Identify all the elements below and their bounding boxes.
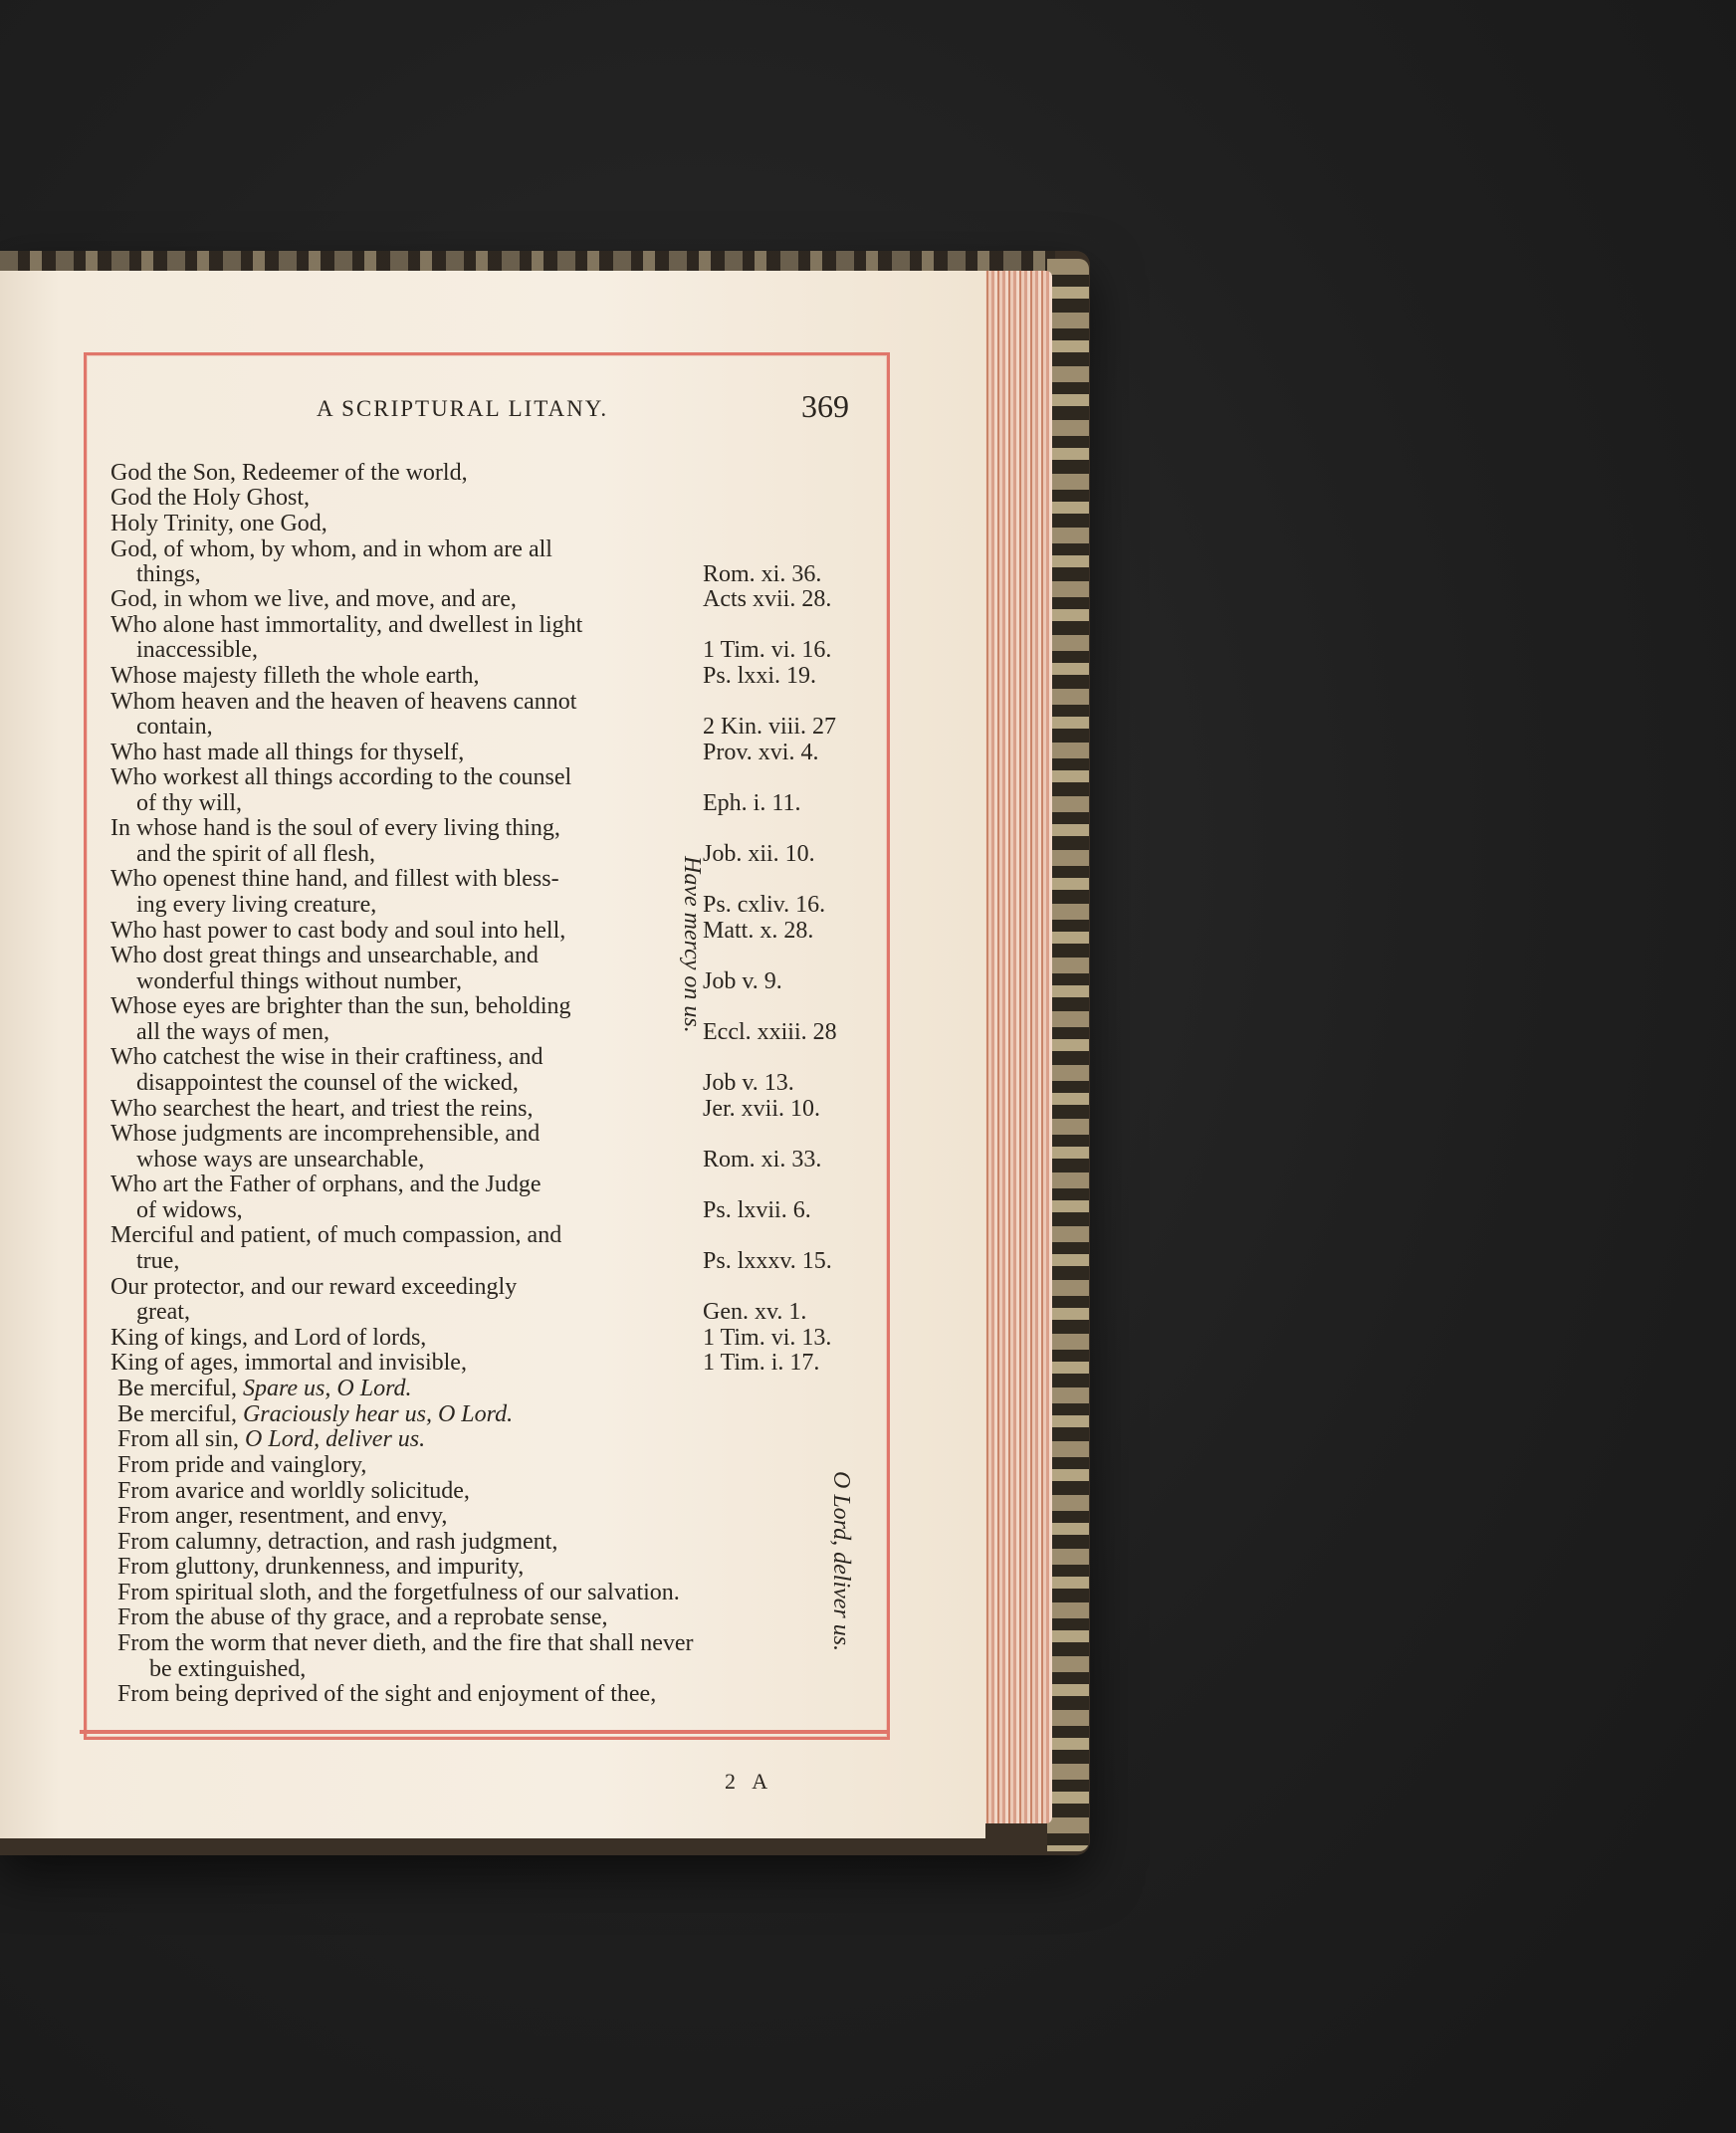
text-line: Holy Trinity, one God, [110, 511, 327, 536]
text-line: Who hast made all things for thyself, [110, 740, 465, 765]
text-line: true, [136, 1248, 180, 1274]
line-lead: Be merciful, [117, 1376, 243, 1401]
text-line: God the Son, Redeemer of the world, [110, 460, 468, 486]
text-line: great, [136, 1299, 190, 1325]
printer-signature-mark: 2 A [725, 1769, 774, 1794]
running-head: A SCRIPTURAL LITANY. [317, 396, 609, 421]
scripture-reference: Acts xvii. 28. [703, 586, 832, 612]
scripture-reference: Ps. cxliv. 16. [703, 892, 826, 918]
page-number: 369 [801, 388, 849, 424]
text-line: From the worm that never dieth, and the fire that shall never [117, 1630, 694, 1656]
scripture-reference: 2 Kin. viii. 27 [703, 714, 837, 740]
text-line: Who hast power to cast body and soul into hell, [110, 918, 566, 944]
text-line: In whose hand is the soul of every living thing, [110, 815, 560, 841]
scripture-reference: Rom. xi. 36. [703, 561, 822, 587]
scripture-reference: Jer. xvii. 10. [703, 1096, 820, 1122]
text-line: of widows, [136, 1197, 243, 1223]
scripture-reference: Ps. lxxi. 19. [703, 663, 817, 689]
text-line: From being deprived of the sight and enjoyment of thee, [117, 1681, 657, 1707]
scripture-reference: Eccl. xxiii. 28 [703, 1019, 837, 1045]
line-response: Spare us, O Lord. [242, 1376, 412, 1401]
text-line: Our protector, and our reward exceedingly [110, 1274, 518, 1300]
text-line: things, [136, 561, 201, 587]
scripture-reference: Job v. 9. [703, 968, 782, 994]
text-line: Whose judgments are incomprehensible, and [110, 1121, 541, 1147]
book-spine-decoration [1047, 259, 1089, 1851]
text-line: Whose majesty filleth the whole earth, [110, 663, 480, 689]
text-line: From calumny, detraction, and rash judgment, [117, 1529, 558, 1555]
scripture-reference: Prov. xvi. 4. [703, 740, 819, 765]
text-line: From pride and vainglory, [117, 1452, 367, 1478]
text-line: disappointest the counsel of the wicked, [136, 1070, 519, 1096]
italic-response-line [117, 1401, 513, 1427]
italic-response-line [117, 1376, 412, 1401]
scripture-reference: 1 Tim. vi. 16. [703, 637, 832, 663]
text-line: King of kings, and Lord of lords, [110, 1325, 427, 1351]
text-line: Who searchest the heart, and triest the reins, [110, 1096, 534, 1122]
line-lead: From all sin, [117, 1426, 246, 1452]
scripture-reference: Ps. lxvii. 6. [703, 1197, 811, 1223]
text-line: Whose eyes are brighter than the sun, beholding [110, 993, 571, 1019]
page-fore-edge [980, 271, 1052, 1823]
italic-response-line [117, 1426, 425, 1452]
line-lead: Be merciful, [117, 1401, 243, 1427]
page-border-bottom [80, 1730, 888, 1734]
scripture-reference: Job. xii. 10. [703, 841, 815, 867]
text-line: God, of whom, by whom, and in whom are all [110, 536, 552, 562]
text-line: Who catchest the wise in their craftiness, and [110, 1044, 543, 1070]
scripture-reference: Rom. xi. 33. [703, 1147, 822, 1173]
text-line: Whom heaven and the heaven of heavens cannot [110, 689, 577, 715]
scripture-reference: Gen. xv. 1. [703, 1299, 807, 1325]
text-line: be extinguished, [149, 1656, 307, 1682]
text-line: and the spirit of all flesh, [136, 841, 375, 867]
text-line: Who openest thine hand, and fillest with bless- [110, 866, 559, 892]
text-line: Who dost great things and unsearchable, and [110, 943, 539, 968]
line-response: Graciously hear us, O Lord. [242, 1401, 514, 1427]
text-line: From spiritual sloth, and the forgetfulness of our salvation. [117, 1580, 680, 1605]
text-line: wonderful things without number, [136, 968, 462, 994]
text-line: Merciful and patient, of much compassion, and [110, 1222, 562, 1248]
text-line: From anger, resentment, and envy, [117, 1503, 448, 1529]
text-line: Who art the Father of orphans, and the Judge [110, 1172, 542, 1197]
text-line: From the abuse of thy grace, and a reprobate sense, [117, 1604, 608, 1630]
scripture-reference: 1 Tim. vi. 13. [703, 1325, 832, 1351]
text-line: Who alone hast immortality, and dwellest in light [110, 612, 583, 638]
side-response-have-mercy: Have mercy on us. [679, 856, 705, 1033]
text-line: God, in whom we live, and move, and are, [110, 586, 517, 612]
line-response: O Lord, deliver us. [245, 1426, 426, 1452]
text-line: From avarice and worldly solicitude, [117, 1478, 470, 1504]
text-line: whose ways are unsearchable, [136, 1147, 425, 1173]
scripture-reference: Job v. 13. [703, 1070, 794, 1096]
scripture-reference: Ps. lxxxv. 15. [703, 1248, 832, 1274]
text-line: inaccessible, [136, 637, 258, 663]
text-line: of thy will, [136, 790, 242, 816]
text-line: contain, [136, 714, 213, 740]
scripture-reference: 1 Tim. i. 17. [703, 1350, 820, 1376]
text-line: Who workest all things according to the counsel [110, 764, 572, 790]
text-line: all the ways of men, [136, 1019, 329, 1045]
side-response-deliver-us: O Lord, deliver us. [828, 1471, 854, 1652]
text-line: From gluttony, drunkenness, and impurity, [117, 1554, 525, 1580]
scripture-reference: Eph. i. 11. [703, 790, 801, 816]
text-line: King of ages, immortal and invisible, [110, 1350, 467, 1376]
text-line: ing every living creature, [136, 892, 377, 918]
scripture-reference: Matt. x. 28. [703, 918, 814, 944]
text-line: God the Holy Ghost, [110, 485, 310, 511]
